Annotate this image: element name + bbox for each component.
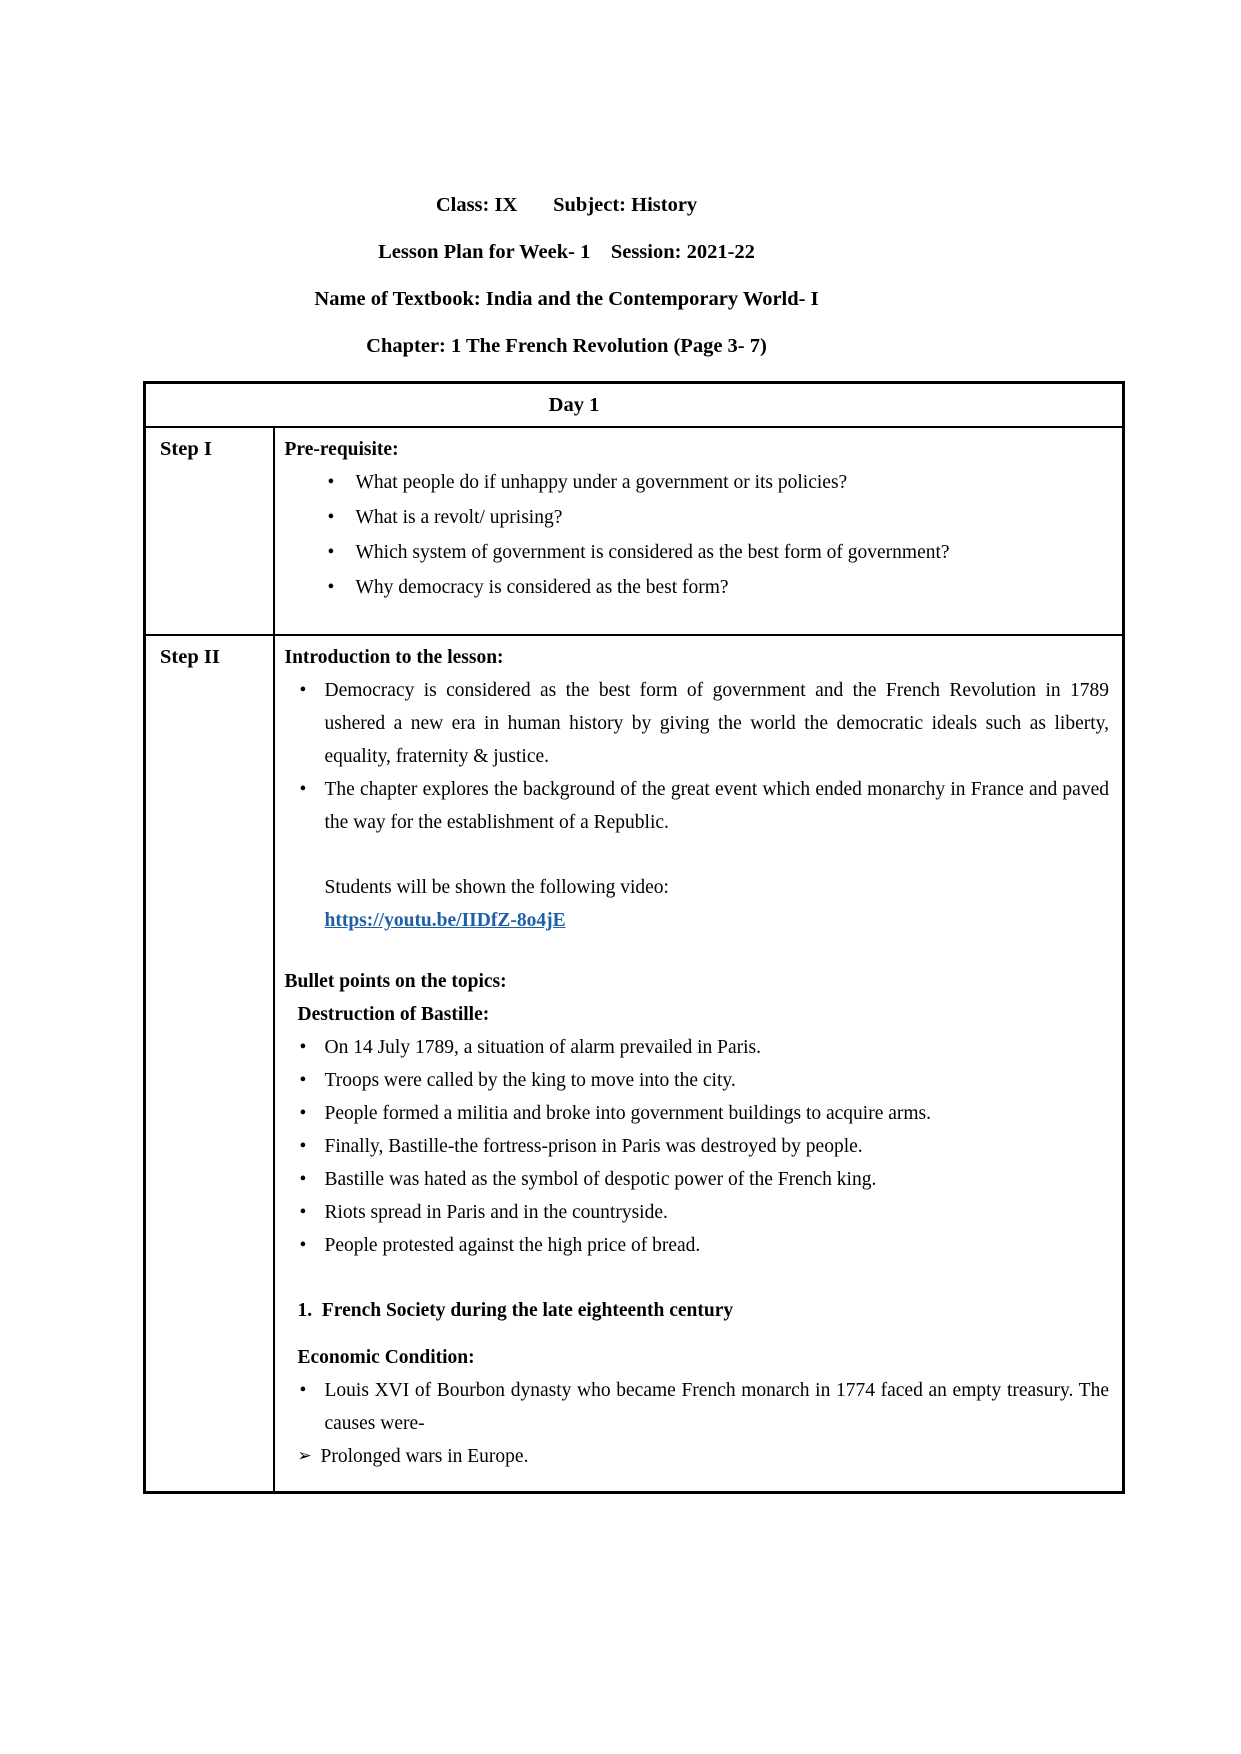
- bullet-points-title: Bullet points on the topics:: [284, 971, 507, 992]
- bullet-item: [285, 1031, 1110, 1064]
- doc-title-line: Name of Textbook: India and the Contemporary World- I: [314, 288, 819, 310]
- day-header-row: [145, 383, 1124, 428]
- bullet-text: • What is a revolt/ uprising?: [355, 507, 563, 528]
- bullet-item: [285, 1196, 1110, 1229]
- bullet-item: [285, 1229, 1110, 1262]
- bullet-item: [285, 1130, 1110, 1163]
- bullet-item: [285, 501, 1110, 534]
- economic-condition-title: Economic Condition:: [297, 1347, 475, 1368]
- french-society-heading: 1. French Society during the late eighteenth century: [297, 1300, 734, 1321]
- document-page: [143, 193, 1125, 1494]
- step-2-row: [145, 635, 1124, 1493]
- bullet-text: • The chapter explores the background of the great event which ended monarchy in France and paved the way for the establishment of a Republic.: [324, 779, 1109, 833]
- doc-title-line: Chapter: 1 The French Revolution (Page 3- 7): [366, 335, 767, 357]
- prerequisite-title: Pre-requisite:: [284, 439, 399, 460]
- prerequisite-list: [285, 466, 1110, 604]
- introduction-list: [285, 674, 1110, 839]
- bullet-item: [285, 571, 1110, 604]
- bullet-text: • Finally, Bastille-the fortress-prison in Paris was destroyed by people.: [324, 1136, 863, 1157]
- bullet-item: [285, 1097, 1110, 1130]
- economic-list: [285, 1374, 1110, 1440]
- bullet-item: [285, 466, 1110, 499]
- doc-title-line: Class: IX Subject: History: [435, 194, 698, 216]
- step-1-content: [274, 427, 1124, 635]
- day-header: Day 1: [145, 383, 1124, 428]
- step-2-label: Step II: [145, 635, 274, 1493]
- bullet-text: • Bastille was hated as the symbol of despotic power of the French king.: [324, 1169, 877, 1190]
- bullet-item: [285, 674, 1110, 773]
- bullet-item: [285, 1064, 1110, 1097]
- bullet-text: • What people do if unhappy under a government or its policies?: [355, 472, 848, 493]
- bullet-text: • Troops were called by the king to move into the city.: [324, 1070, 736, 1091]
- lesson-plan-table: [143, 381, 1125, 1494]
- bullet-text: • On 14 July 1789, a situation of alarm prevailed in Paris.: [324, 1037, 762, 1058]
- video-link[interactable]: https://youtu.be/IIDfZ-8o4jE: [324, 910, 566, 931]
- destruction-list: [285, 1031, 1110, 1262]
- video-link-line: [325, 904, 1110, 937]
- introduction-title: Introduction to the lesson:: [284, 647, 504, 668]
- document-header: [143, 193, 1125, 358]
- video-note: Students will be shown the following video:: [324, 877, 669, 898]
- doc-title-line: Lesson Plan for Week- 1 Session: 2021-22: [378, 241, 755, 263]
- bullet-item: [285, 536, 1110, 569]
- bullet-text: • Democracy is considered as the best form of government and the French Revolution in 1789 ushered a new era in human history by giving the world the democratic ideals such as liberty, equality, fraternity & justice.: [324, 680, 1109, 767]
- step-1-label: Step I: [145, 427, 274, 635]
- bullet-item: [285, 773, 1110, 839]
- economic-causes-list: [285, 1440, 1110, 1473]
- step-1-row: [145, 427, 1124, 635]
- bullet-item: [285, 1374, 1110, 1440]
- bullet-text: • Why democracy is considered as the best form?: [355, 577, 729, 598]
- bullet-text: • People protested against the high price of bread.: [324, 1235, 701, 1256]
- bullet-item: [285, 1163, 1110, 1196]
- bullet-text: • Louis XVI of Bourbon dynasty who became French monarch in 1774 faced an empty treasury. The causes were-: [324, 1380, 1109, 1434]
- arrow-bullet-item: [285, 1440, 1110, 1473]
- bullet-text: ➢ Prolonged wars in Europe.: [320, 1446, 529, 1467]
- bullet-text: • Riots spread in Paris and in the countryside.: [324, 1202, 668, 1223]
- step-2-content: [274, 635, 1124, 1493]
- bullet-text: • Which system of government is considered as the best form of government?: [355, 542, 950, 563]
- bullet-text: • People formed a militia and broke into government buildings to acquire arms.: [324, 1103, 932, 1124]
- destruction-of-bastille-title: Destruction of Bastille:: [297, 1004, 490, 1025]
